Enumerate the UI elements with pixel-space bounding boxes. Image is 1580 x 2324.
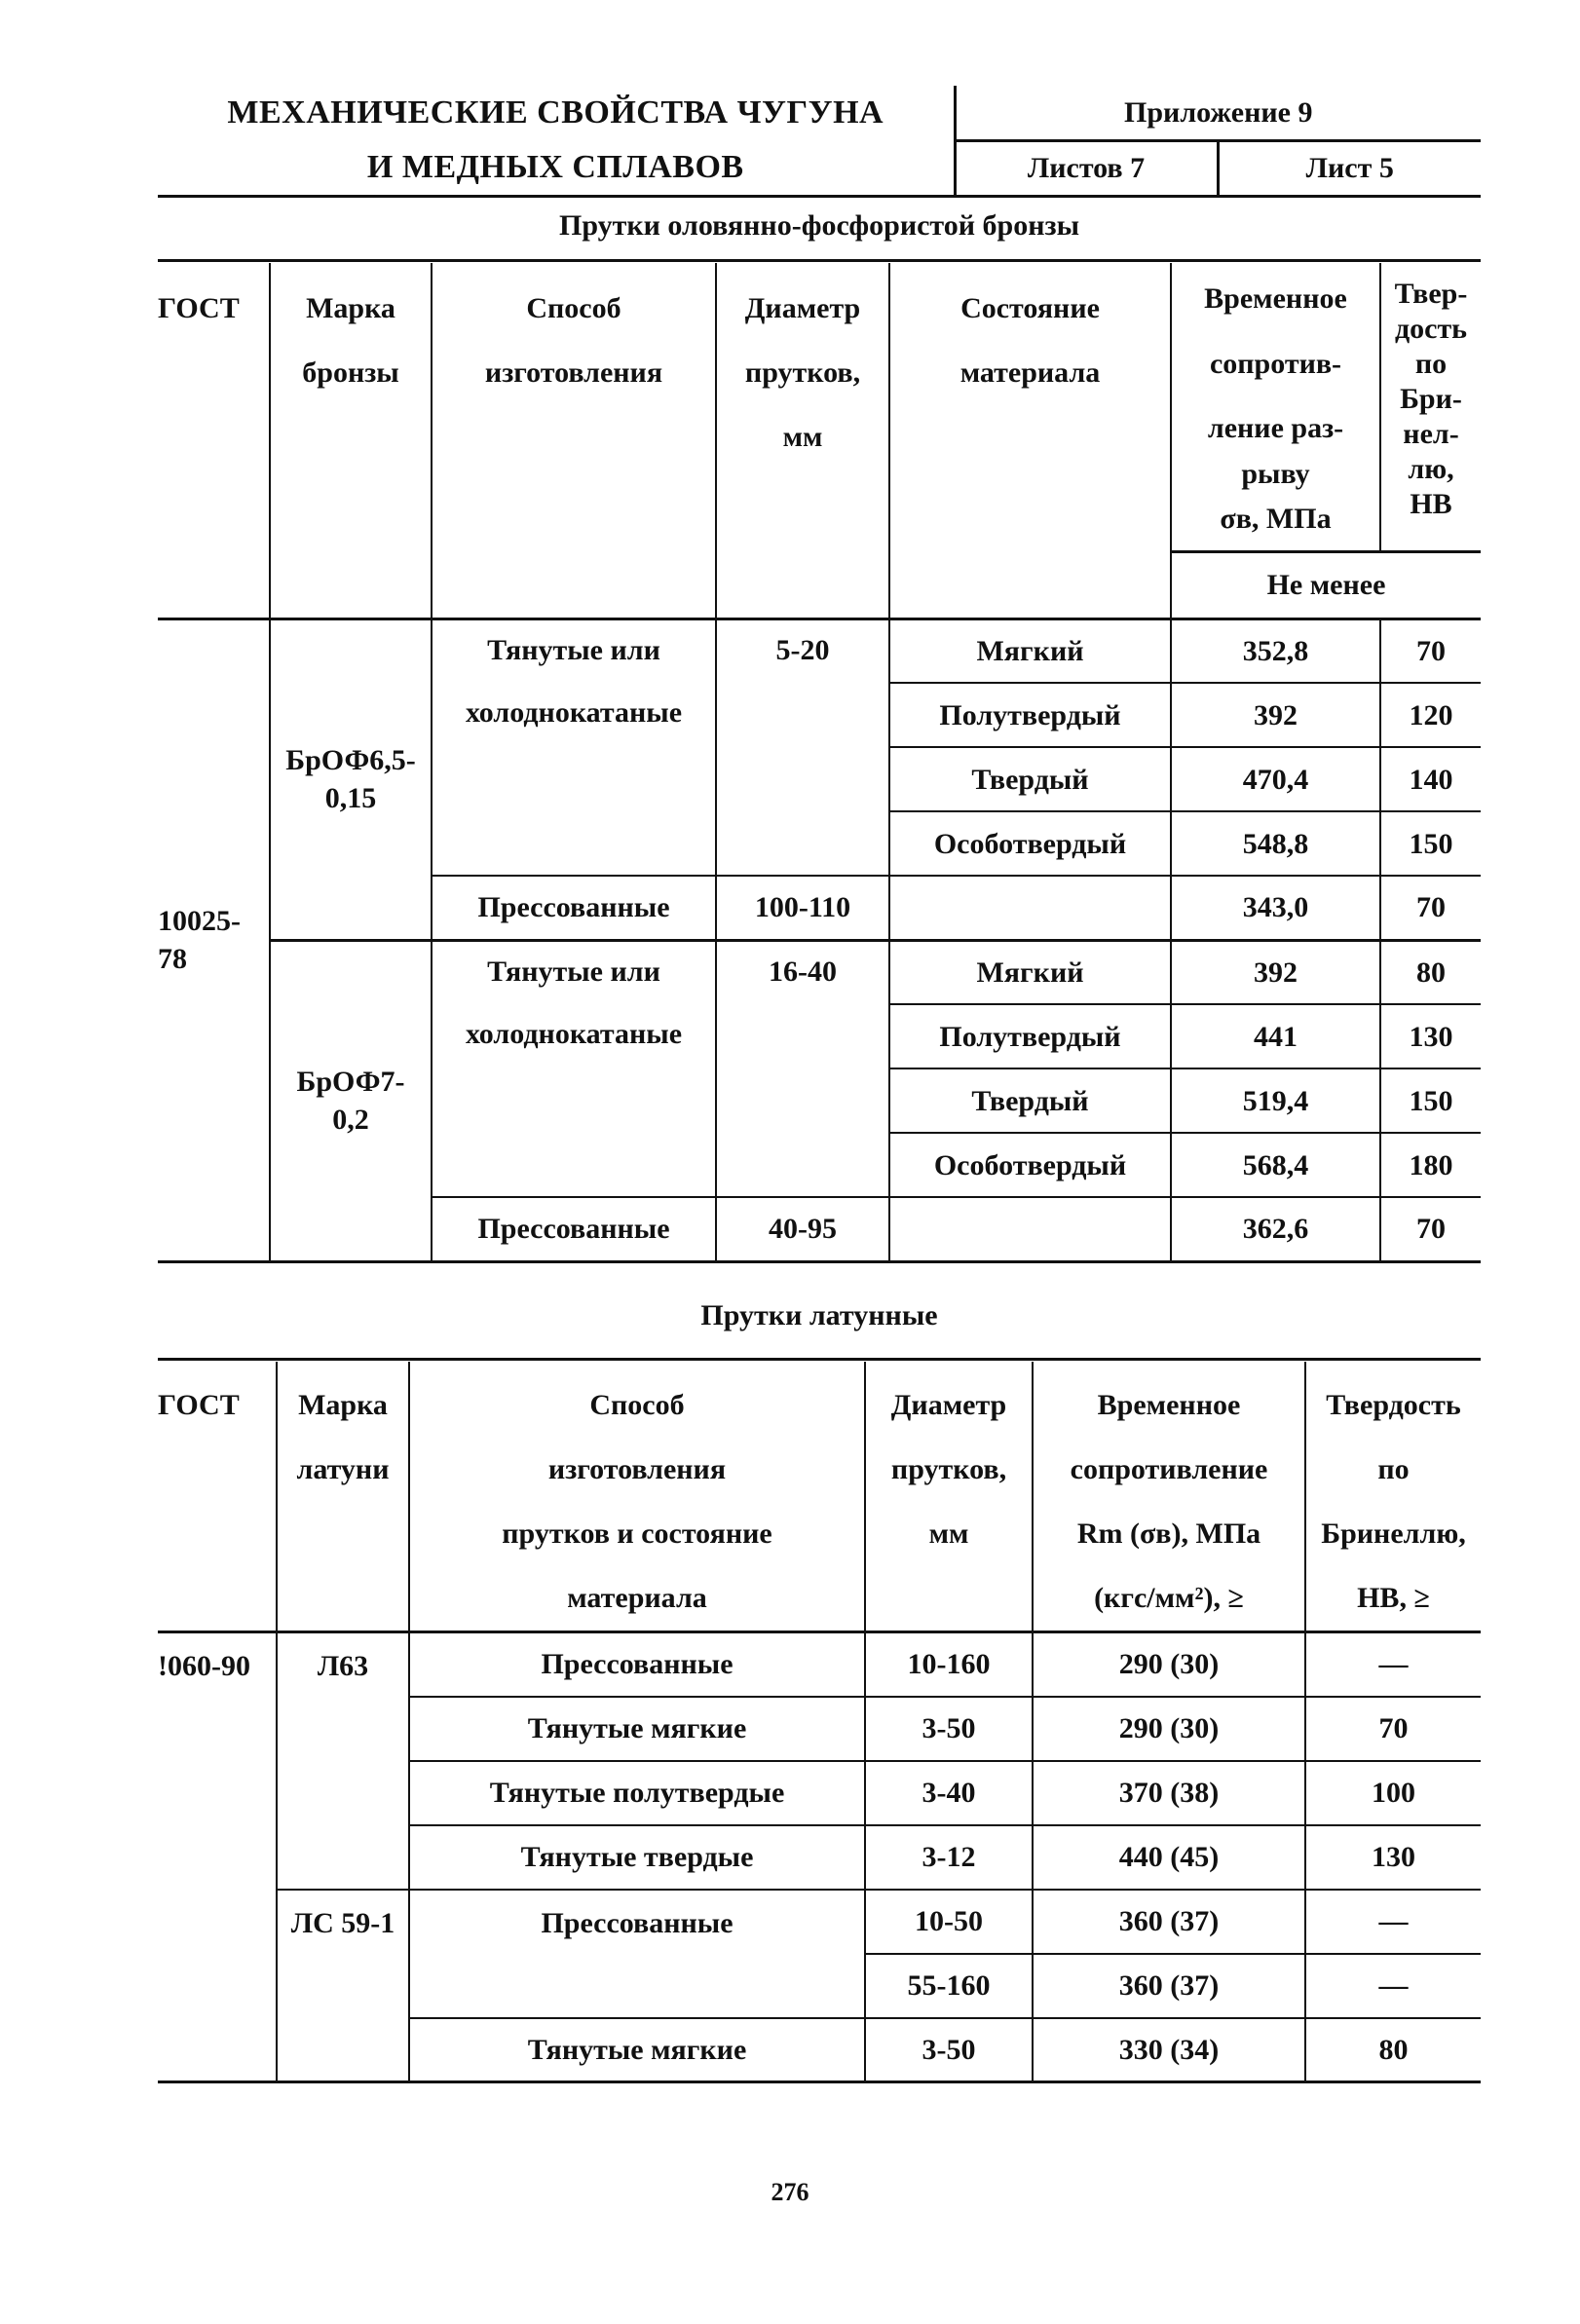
strength-cell: 568,4 [1171, 1133, 1380, 1197]
method-line: Тянутые или [487, 633, 660, 666]
col-hardness-header [1305, 1362, 1481, 1632]
diameter-cell: 3-12 [865, 1825, 1033, 1890]
col-method-line: изготовления [547, 1453, 727, 1485]
col-method-line: Способ [589, 1389, 685, 1421]
state-cell: Полутвердый [889, 683, 1171, 747]
hardness-cell: 130 [1305, 1825, 1481, 1890]
col-gost-header: ГОСТ [158, 263, 270, 618]
state-cell: Особотвердый [889, 1133, 1171, 1197]
strength-cell: 343,0 [1171, 876, 1380, 940]
method-cell: Прессованные [432, 1197, 716, 1261]
col-strength-line: ление раз- [1207, 412, 1344, 444]
method-cell: Тянутые полутвердые [409, 1761, 865, 1825]
page-number: 276 [771, 2178, 809, 2206]
strength-cell: 330 (34) [1033, 2018, 1305, 2082]
bronze-section-title: Прутки оловянно-фосфористой бронзы [558, 209, 1079, 242]
strength-cell: 362,6 [1171, 1197, 1380, 1261]
state-cell [889, 876, 1171, 940]
hardness-cell: — [1305, 1632, 1481, 1697]
not-less-label: Не менее [1171, 551, 1481, 618]
col-grade-line: Марка [306, 292, 395, 324]
hardness-cell: 150 [1380, 811, 1481, 876]
method-cell [432, 618, 716, 876]
col-strength-line: сопротив- [1209, 347, 1342, 380]
diameter-cell: 3-50 [865, 1697, 1033, 1761]
grade-line: 0,2 [332, 1104, 369, 1136]
table-row [158, 618, 1481, 683]
hardness-cell: — [1305, 1890, 1481, 1954]
col-diameter-line: Диаметр [744, 292, 861, 324]
col-state-line: Состояние [960, 292, 1100, 324]
grade-line: 0,15 [324, 782, 377, 814]
hardness-cell: 150 [1380, 1068, 1481, 1133]
method-cell [432, 940, 716, 1197]
col-diameter-line: мм [782, 421, 823, 453]
hardness-cell: 100 [1305, 1761, 1481, 1825]
brass-section-title: Прутки латунные [700, 1299, 938, 1331]
diameter-cell: 100-110 [716, 876, 889, 940]
col-strength-line: Временное [1204, 282, 1347, 315]
divider [158, 259, 1481, 262]
brass-table [158, 1362, 1481, 2083]
col-strength-header [1171, 263, 1380, 551]
col-method-line: материала [567, 1582, 707, 1614]
strength-cell: 470,4 [1171, 747, 1380, 811]
sheets-total: Листов 7 [955, 140, 1218, 197]
document-header [158, 86, 1481, 198]
strength-cell: 392 [1171, 940, 1380, 1004]
col-state-header [889, 263, 1171, 618]
col-grade-header [270, 263, 432, 618]
diameter-cell: 10-50 [865, 1890, 1033, 1954]
sheet-number: Лист 5 [1218, 140, 1481, 197]
hardness-cell: 120 [1380, 683, 1481, 747]
state-cell: Особотвердый [889, 811, 1171, 876]
col-grade-line: бронзы [302, 356, 399, 389]
strength-cell: 441 [1171, 1004, 1380, 1068]
table-row [158, 1632, 1481, 1697]
strength-cell: 290 (30) [1033, 1697, 1305, 1761]
col-diameter-line: мм [928, 1518, 969, 1550]
diameter-cell: 10-160 [865, 1632, 1033, 1697]
col-strength-line: Rm (σв), МПа [1076, 1518, 1261, 1550]
title-line-2: И МЕДНЫХ СПЛАВОВ [366, 149, 744, 186]
strength-cell: 290 (30) [1033, 1632, 1305, 1697]
col-strength-line: сопротивление [1070, 1453, 1268, 1485]
gost-number [158, 618, 270, 1261]
strength-cell: 392 [1171, 683, 1380, 747]
bronze-table [158, 263, 1481, 1263]
hardness-cell: 70 [1380, 876, 1481, 940]
hardness-cell: 70 [1380, 618, 1481, 683]
col-hardness-line: по [1377, 1453, 1410, 1485]
strength-cell: 370 (38) [1033, 1761, 1305, 1825]
method-line: холоднокатаные [465, 696, 683, 729]
gost-line: 78 [158, 943, 187, 975]
method-cell: Прессованные [409, 1890, 865, 2018]
col-hardness-line: НВ [1410, 488, 1452, 520]
grade-cell: ЛС 59-1 [277, 1890, 409, 2082]
title-line-1: МЕХАНИЧЕСКИЕ СВОЙСТВА ЧУГУНА [227, 94, 884, 131]
col-grade-line: латуни [296, 1453, 390, 1485]
hardness-cell: 130 [1380, 1004, 1481, 1068]
col-method-header [432, 263, 716, 618]
appendix-label: Приложение 9 [955, 86, 1481, 140]
hardness-cell: 80 [1305, 2018, 1481, 2082]
diameter-cell: 16-40 [716, 940, 889, 1197]
hardness-cell: 180 [1380, 1133, 1481, 1197]
method-cell: Тянутые твердые [409, 1825, 865, 1890]
grade-cell [270, 940, 432, 1261]
col-grade-header [277, 1362, 409, 1632]
strength-cell: 360 (37) [1033, 1890, 1305, 1954]
col-hardness-line: Твер- [1394, 278, 1468, 310]
divider [158, 1358, 1481, 1361]
col-hardness-line: дость [1394, 313, 1468, 345]
col-diameter-line: прутков, [744, 356, 861, 389]
table-row [158, 940, 1481, 1004]
table-row [158, 1890, 1481, 1954]
state-cell: Твердый [889, 747, 1171, 811]
col-hardness-line: по Бри- [1400, 348, 1462, 415]
col-method-header [409, 1362, 865, 1632]
col-hardness-line: Бринеллю, [1321, 1518, 1466, 1550]
method-cell: Тянутые мягкие [409, 1697, 865, 1761]
method-cell: Тянутые мягкие [409, 2018, 865, 2082]
grade-cell: Л63 [277, 1632, 409, 1890]
method-cell: Прессованные [432, 876, 716, 940]
grade-line: БрОФ6,5- [285, 744, 416, 776]
col-hardness-header [1380, 263, 1481, 551]
grade-line: БрОФ7- [296, 1066, 405, 1098]
strength-cell: 548,8 [1171, 811, 1380, 876]
diameter-cell: 40-95 [716, 1197, 889, 1261]
state-cell: Мягкий [889, 618, 1171, 683]
state-cell: Полутвердый [889, 1004, 1171, 1068]
document-title [158, 86, 955, 197]
col-strength-line: (кгс/мм²), ≥ [1094, 1582, 1244, 1614]
diameter-cell: 55-160 [865, 1954, 1033, 2018]
hardness-cell: 70 [1380, 1197, 1481, 1261]
col-method-line: прутков и состояние [502, 1518, 772, 1550]
diameter-cell: 3-40 [865, 1761, 1033, 1825]
col-diameter-header [716, 263, 889, 618]
col-method-line: Способ [526, 292, 621, 324]
method-line: Тянутые или [487, 955, 660, 988]
state-cell [889, 1197, 1171, 1261]
diameter-cell: 3-50 [865, 2018, 1033, 2082]
grade-cell [270, 618, 432, 940]
gost-number: !060-90 [158, 1632, 277, 2082]
col-strength-line: рыву [1241, 457, 1310, 490]
col-strength-line: Временное [1097, 1389, 1241, 1421]
state-cell: Мягкий [889, 940, 1171, 1004]
col-hardness-line: Твердость [1326, 1389, 1461, 1421]
method-line: холоднокатаные [465, 1018, 683, 1050]
col-grade-line: Марка [298, 1389, 388, 1421]
strength-cell: 440 (45) [1033, 1825, 1305, 1890]
strength-cell: 360 (37) [1033, 1954, 1305, 2018]
method-cell: Прессованные [409, 1632, 865, 1697]
col-hardness-line: НВ, ≥ [1357, 1582, 1430, 1614]
col-state-line: материала [959, 356, 1101, 389]
col-gost-header: ГОСТ [158, 1362, 277, 1632]
col-method-line: изготовления [484, 356, 663, 389]
strength-cell: 519,4 [1171, 1068, 1380, 1133]
col-hardness-line: нел- [1403, 418, 1459, 450]
col-strength-line: σв, МПа [1220, 503, 1332, 535]
strength-cell: 352,8 [1171, 618, 1380, 683]
hardness-cell: 70 [1305, 1697, 1481, 1761]
state-cell: Твердый [889, 1068, 1171, 1133]
col-diameter-header [865, 1362, 1033, 1632]
col-diameter-line: прутков, [890, 1453, 1007, 1485]
col-hardness-line: лю, [1408, 453, 1454, 485]
gost-line: 10025- [158, 905, 241, 937]
diameter-cell: 5-20 [716, 618, 889, 876]
hardness-cell: 80 [1380, 940, 1481, 1004]
hardness-cell: — [1305, 1954, 1481, 2018]
col-diameter-line: Диаметр [890, 1389, 1007, 1421]
col-strength-header [1033, 1362, 1305, 1632]
hardness-cell: 140 [1380, 747, 1481, 811]
